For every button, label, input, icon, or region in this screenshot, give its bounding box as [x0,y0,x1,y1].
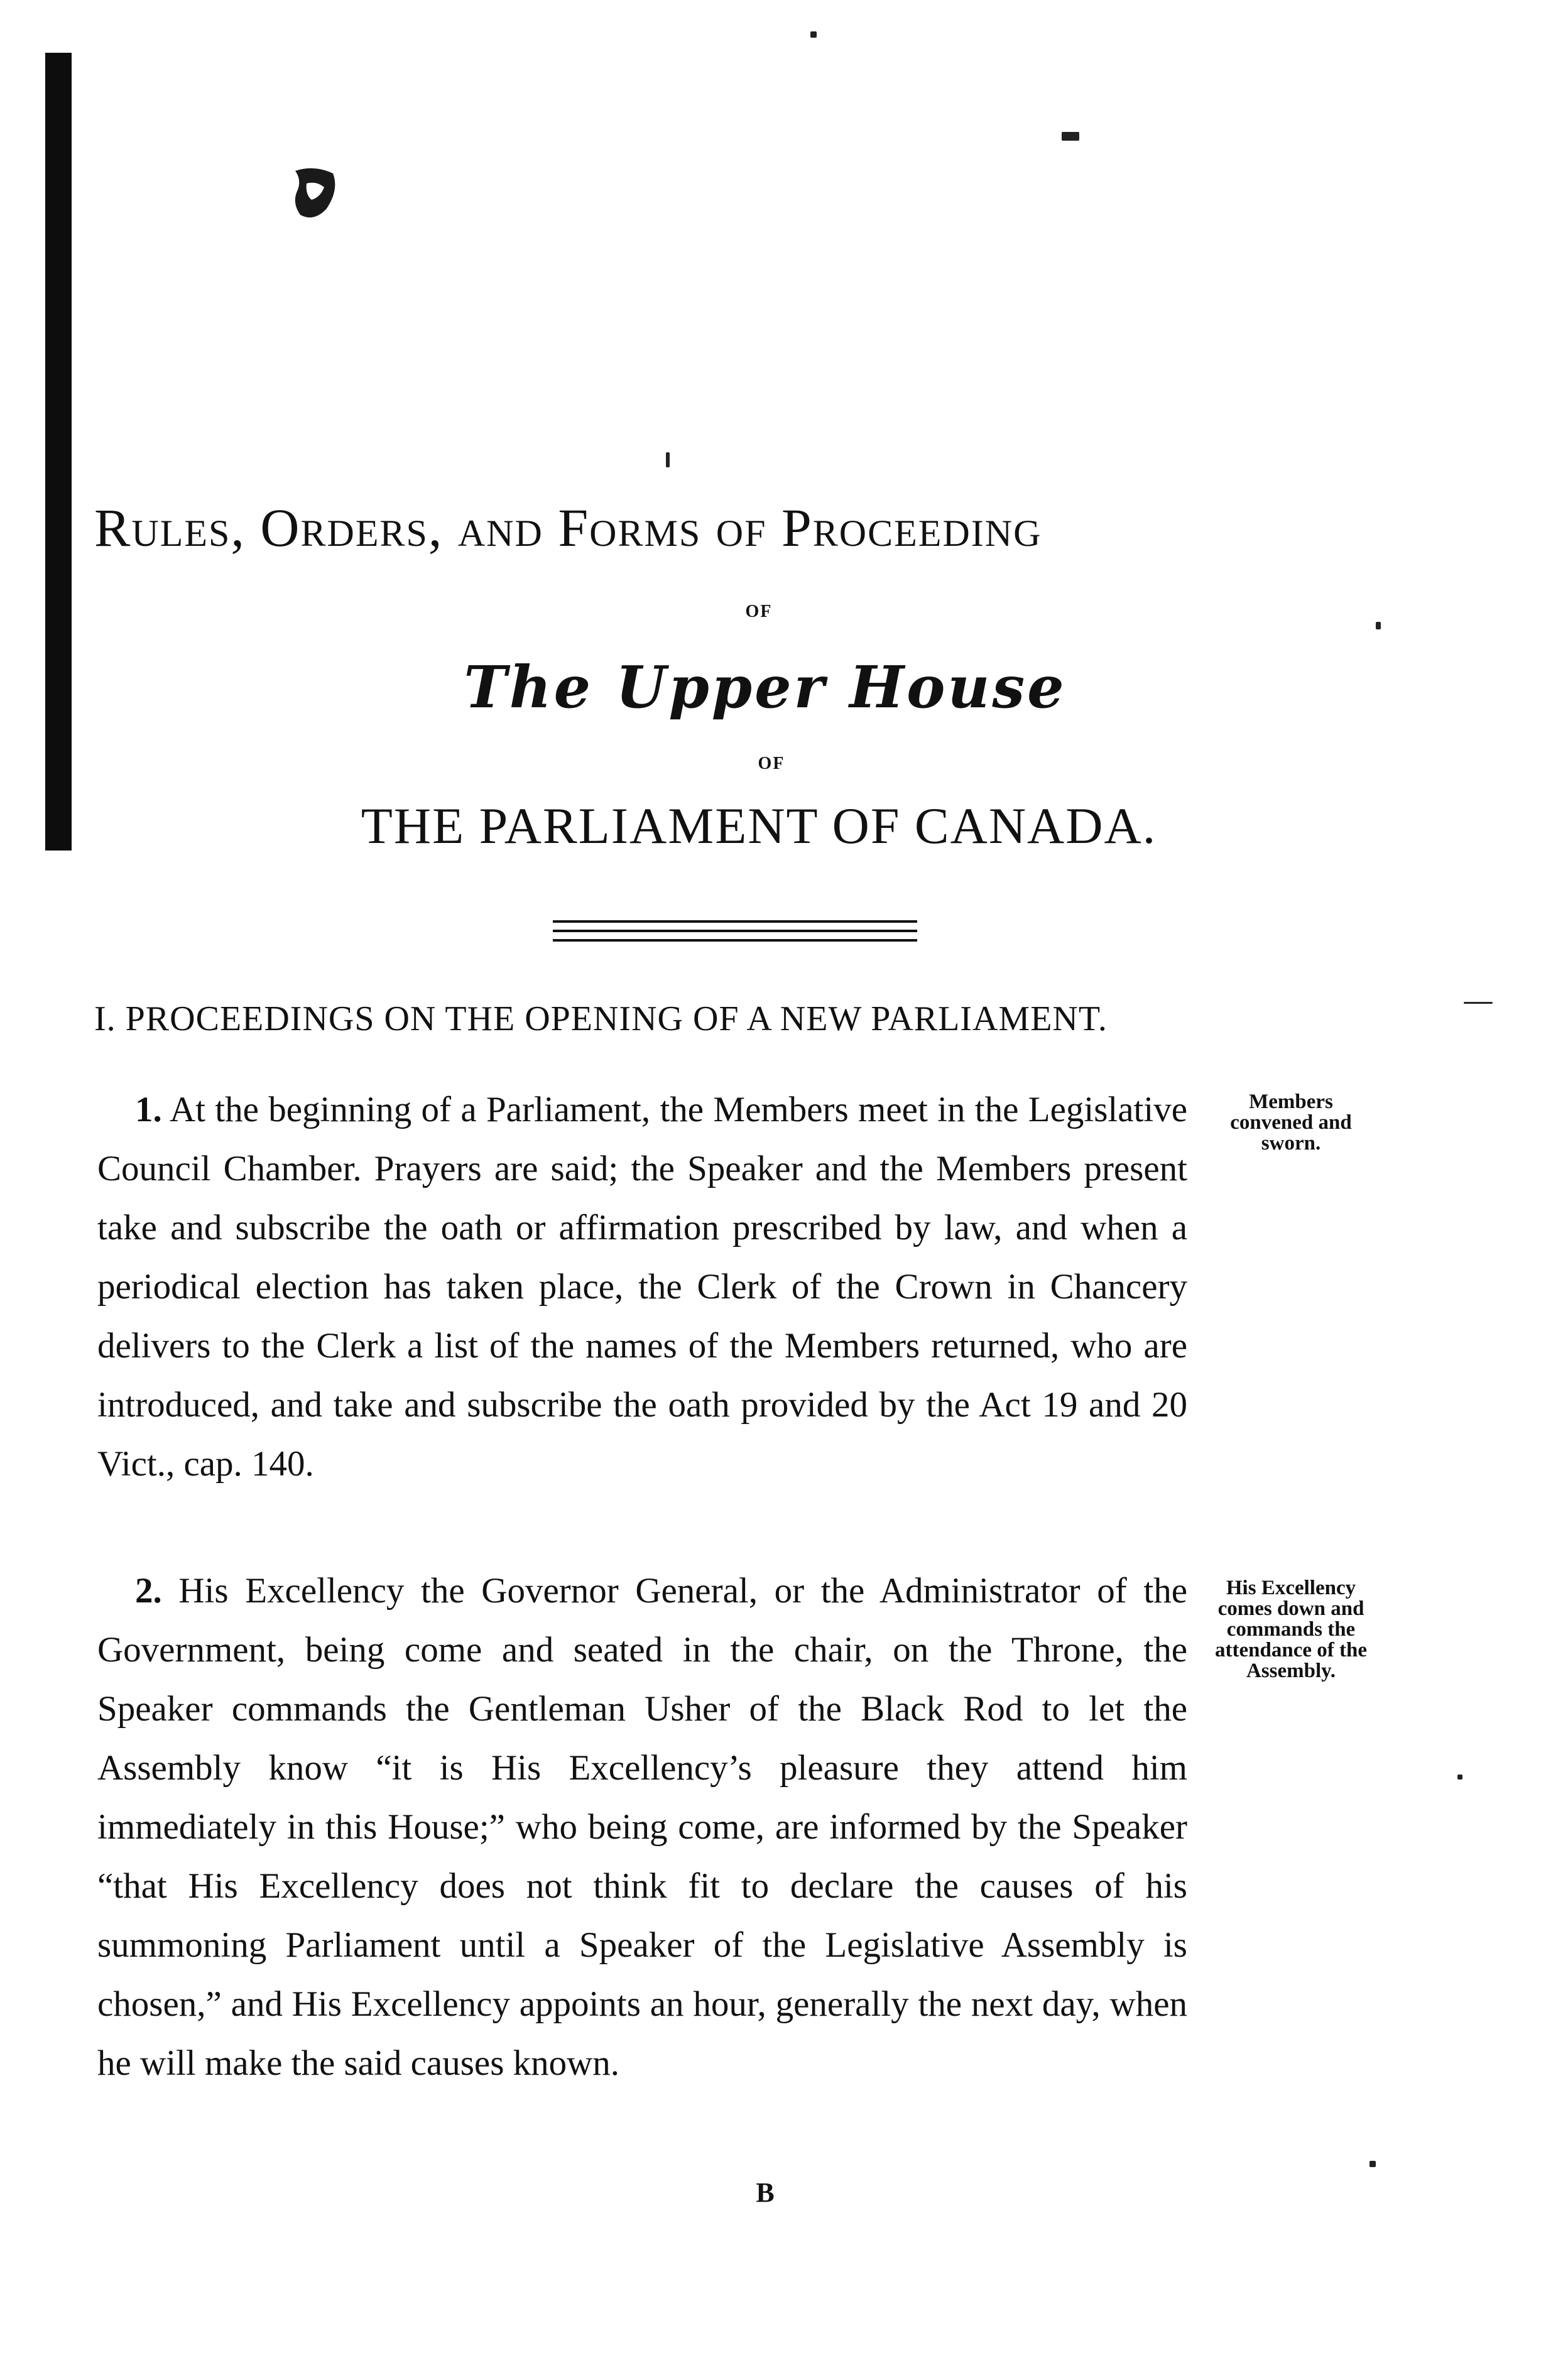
scan-speck [1369,2161,1376,2167]
paragraph-number: 1. [135,1090,162,1129]
divider-rule [553,920,917,923]
upper-house-title: The Upper House [464,653,1067,721]
paragraph-text: At the beginning of a Parliament, the Members meet in the Legislative Council Chamber. Prayers are said; the Speaker and the Members present take and subscribe the oath or affirmation prescribed by law, and when a periodical election has taken place, the Clerk of the Crown in Chancery delivers to the Clerk a list of the names of the Members returned, who are introduced, and take and subscribe the oath provided by the Act 19 and 20 Vict., cap. 140. [97,1090,1188,1484]
paragraph-1 [97,1080,1187,1494]
section-heading: I. PROCEEDINGS ON THE OPENING OF A NEW PARLIAMENT. [94,999,1108,1038]
parliament-title: THE PARLIAMENT OF CANADA. [361,797,1157,854]
scan-speck [1062,132,1079,141]
scan-edge-bar [45,53,72,851]
paragraph-2 [97,1562,1187,2093]
of-connector: OF [758,754,785,773]
margin-note: His Excellency comes down and commands the attendance of the Assembly. [1215,1577,1367,1682]
margin-note: Members convened and sworn. [1230,1090,1352,1155]
document-title: Rules, Orders, and Forms of Proceeding [94,497,1042,558]
divider-rule [553,930,917,932]
scan-speck [1464,1002,1493,1004]
scan-speck [810,31,817,38]
scan-speck [1376,622,1381,629]
paragraph-number: 2. [135,1571,162,1611]
scan-speck [666,452,670,467]
of-connector: OF [745,602,773,621]
scan-speck [1457,1775,1462,1780]
ornament-icon [289,165,342,225]
signature-mark: B [756,2177,775,2208]
paragraph-text: His Excellency the Governor General, or the Administrator of the Government, being come and seated in the chair, on the Throne, the Speaker commands the Gentleman Usher of the Black Rod to let the Assembly know “it is His Excellency’s pleasure they attend him immediately in this House;” who being come, are informed by the Speaker “that His Excellency does not think fit to declare the causes of his summoning Parliament until a Speaker of the Legislative Assembly is chosen,” and His Excellency appoints an hour, generally the next day, when he will make the said causes known. [97,1571,1187,2083]
divider-rule [553,939,917,942]
